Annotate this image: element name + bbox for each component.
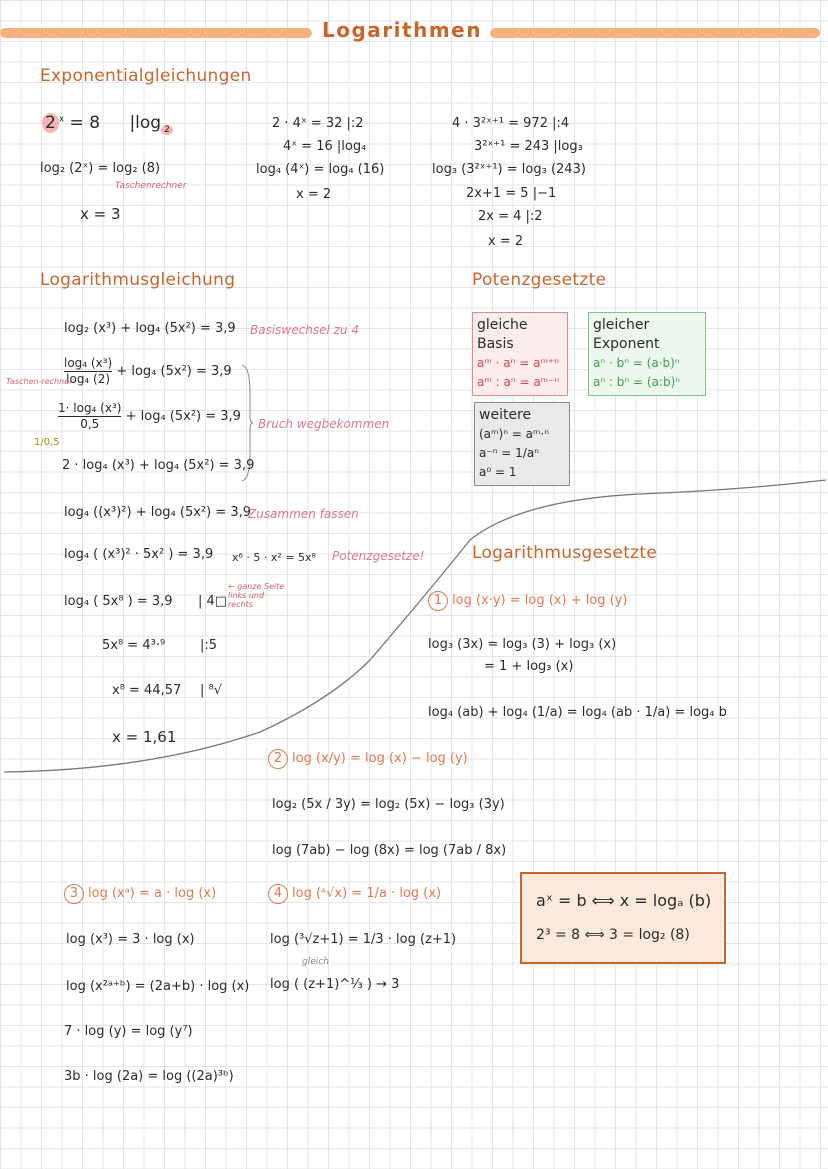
law1: 1 log (x·y) = log (x) + log (y) xyxy=(428,591,628,611)
law4-note: gleich xyxy=(302,957,329,967)
lg-row6-note: Potenzgesetze! xyxy=(332,549,425,563)
bruch-note: Bruch wegbekommen xyxy=(258,417,390,431)
law1-ex3: log₄ (ab) + log₄ (1/a) = log₄ (ab · 1/a) = log₄ b xyxy=(428,705,727,720)
lg-row3: $\frac{\text{1· log₄ (x³)}}{0,5}$ + log₄ (5x²) = 3,9 xyxy=(58,401,241,431)
law3: 3 log (xᵃ) = a · log (x) xyxy=(64,884,216,904)
lg-row1: log₂ (x³) + log₄ (5x²) = 3,9 xyxy=(64,321,236,336)
title-bar-right xyxy=(490,28,820,38)
title-bar-left xyxy=(0,28,312,38)
definition-box: aˣ = b ⟺ x = logₐ (b) 2³ = 8 ⟺ 3 = log₂ (8) xyxy=(520,872,726,964)
box-same-base: gleiche Basis aᵐ · aⁿ = aᵐ⁺ⁿ aᵐ : aⁿ = aᵐ⁻ⁿ xyxy=(472,312,568,396)
lg-row6: log₄ ( (x³)² · 5x² ) = 3,9 xyxy=(64,547,214,562)
lg-row6-side: x⁶ · 5 · x² = 5x⁸ xyxy=(232,551,316,564)
law4-ex2: log ( (z+1)^⅓ ) → 3 xyxy=(270,977,400,992)
page-title: Logarithmen xyxy=(322,18,482,42)
lg-row8-op: |:5 xyxy=(200,638,218,653)
ex3-line6: x = 2 xyxy=(488,234,524,249)
law1-ex2: = 1 + log₃ (x) xyxy=(484,659,574,674)
lg-row3-frac: 1/0,5 xyxy=(34,437,60,448)
law2-ex1: log₂ (5x / 3y) = log₂ (5x) − log₃ (3y) xyxy=(272,797,505,812)
ex2-line2: 4ˣ = 16 |log₄ xyxy=(283,139,367,154)
ex1-line2: log₂ (2ˣ) = log₂ (8) xyxy=(40,161,161,176)
lg-row4: 2 · log₄ (x³) + log₄ (5x²) = 3,9 xyxy=(62,458,255,473)
law4-ex1: log (³√z+1) = 1/3 · log (z+1) xyxy=(270,932,457,947)
lg-row7-op: | 4□ xyxy=(198,594,228,609)
lg-row1-note: Basiswechsel zu 4 xyxy=(250,323,359,337)
lg-row8: 5x⁸ = 4³·⁹ xyxy=(102,638,166,653)
heading-log-equation: Logarithmusgleichung xyxy=(40,270,236,290)
ex2-line4: x = 2 xyxy=(296,187,332,202)
ex2-line3: log₄ (4ˣ) = log₄ (16) xyxy=(256,162,385,177)
divider-curve xyxy=(0,470,828,780)
ex3-line4: 2x+1 = 5 |−1 xyxy=(466,186,557,201)
law3-ex3: 7 · log (y) = log (y⁷) xyxy=(64,1024,193,1039)
ex1-note: Taschenrechner xyxy=(115,181,187,191)
lg-row9-op: | ⁸√ xyxy=(200,683,223,698)
ex1-line1: 2 $^x$ = 8 |log $_2$ xyxy=(42,113,173,135)
heading-power-laws: Potenzgesetzte xyxy=(472,270,607,290)
ex3-line3: log₃ (3²ˣ⁺¹) = log₃ (243) xyxy=(432,162,586,177)
law3-ex4: 3b · log (2a) = log ((2a)³ᵇ) xyxy=(64,1069,234,1084)
lg-row2-note: Taschen-rechner xyxy=(6,377,73,386)
lg-row7-note: ← ganze Seite links und rechts xyxy=(228,582,285,609)
ex3-line1: 4 · 3²ˣ⁺¹ = 972 |:4 xyxy=(452,116,570,131)
law2-ex2: log (7ab) − log (8x) = log (7ab / 8x) xyxy=(272,843,507,858)
ex3-line2: 3²ˣ⁺¹ = 243 |log₃ xyxy=(474,139,583,154)
box-same-exponent: gleicher Exponent aⁿ · bⁿ = (a·b)ⁿ aⁿ : bⁿ = (a:b)ⁿ xyxy=(588,312,706,396)
heading-exponential: Exponentialgleichungen xyxy=(40,66,252,86)
lg-row9: x⁸ = 44,57 xyxy=(112,683,182,698)
law4: 4 log (ᵃ√x) = 1/a · log (x) xyxy=(268,884,441,904)
lg-row5: log₄ ((x³)²) + log₄ (5x²) = 3,9 xyxy=(64,505,252,520)
ex2-line1: 2 · 4ˣ = 32 |:2 xyxy=(272,116,364,131)
ex3-line5: 2x = 4 |:2 xyxy=(478,209,543,224)
lg-row2: $\frac{\text{log₄ (x³)}}{\text{log₄ (2)}}$ + log₄ (5x²) = 3,9 xyxy=(64,356,232,386)
law3-ex1: log (x³) = 3 · log (x) xyxy=(66,932,195,947)
lg-row10: x = 1,61 xyxy=(112,728,177,746)
law1-ex1: log₃ (3x) = log₃ (3) + log₃ (x) xyxy=(428,637,617,652)
lg-row5-note: Zusammen fassen xyxy=(248,507,359,521)
ex1-line3: x = 3 xyxy=(80,205,121,223)
box-further: weitere (aᵐ)ⁿ = aᵐ·ⁿ a⁻ⁿ = 1/aⁿ a⁰ = 1 xyxy=(474,402,570,486)
law2: 2 log (x/y) = log (x) − log (y) xyxy=(268,749,468,769)
heading-log-laws: Logarithmusgesetzte xyxy=(472,543,658,563)
law3-ex2: log (x²ᵃ⁺ᵇ) = (2a+b) · log (x) xyxy=(66,979,250,994)
lg-row7: log₄ ( 5x⁸ ) = 3,9 xyxy=(64,594,173,609)
